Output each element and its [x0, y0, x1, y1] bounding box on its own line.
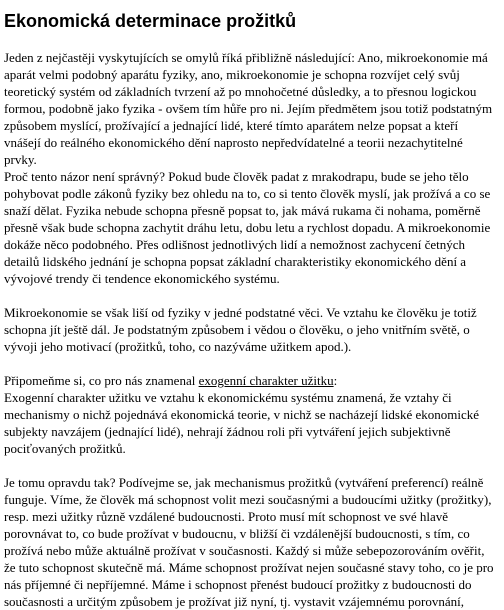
- exogenous-utility-link[interactable]: exogenní charakter užitku: [198, 373, 334, 388]
- document: [4, 0, 498, 610]
- paragraph-6: Je tomu opravdu tak? Podívejme se, jak mechanismus prožitků (vytváření preferencí) reálně funguje. Víme, že člověk má schopnost volit mezi současnými a budoucími užitky (prožitky), resp. mezi užitky různě vzdálené budoucnosti. Proto musí mít schopnost ve své hlavě porovnávat to, co bude prožívat v budoucnu, v bližší či vzdálenější budoucnosti, s tím, co prožívá nebo může aktuálně prožívat v současnosti. Každý si může sebepozorováním ověřit, že tuto schopnost skutečně má. Máme schopnost prožívat nejen současné stavy toho, co je pro nás příjemné či nepříjemné. Máme i schopnost přenést budoucí prožitky z budoucnosti do současnosti a určitým způsobem je prožívat již nyní, tj. vystavit vzájemnému porovnání,: [4, 475, 494, 609]
- paragraph-1: Jeden z nejčastěji vyskytujících se omylů říká přibližně následující: Ano, mikroekonomie má aparát velmi podobný aparátu fyziky, ano, mikroekonomie je schopna rozvíjet celý svůj teoretický systém od základních tvrzení až po mnohočetné důsledky, a to přesnou logickou formou, podobně jako fyzika - ovšem tím hůře pro ni. Jejím předmětem jsou totiž podstatným způsobem myslící, prožívající a jednající lidé, které tímto aparátem nelze popsat a kteří vnášejí do reálného ekonomického dění naprosto nepředvídatelné a teorii nezachytitelné prvky.: [4, 50, 493, 167]
- paragraph-3: Mikroekonomie se však liší od fyziky v jedné podstatné věci. Ve vztahu ke člověku je totiž schopna jít ještě dál. Je podstatným způsobem i vědou o člověku, o jeho vnitřním světě, o vývoji jeho motivací (prožitků, toho, co nazýváme užitkem apod.).: [4, 305, 477, 354]
- page-title: Ekonomická determinace prožitků: [4, 11, 297, 31]
- paragraph-spacer: [4, 355, 498, 372]
- paragraph-spacer: [4, 287, 498, 304]
- paragraph-2: Proč tento názor není správný? Pokud bude člověk padat z mrakodrapu, bude se jeho tělo pohybovat podle zákonů fyziky bez ohledu na to, co si tento člověk myslí, jak prožívá a co se snaží dělat. Fyzika nebude schopna přesně popsat to, jak mává rukama či nohama, poměrně přesně však bude schopna zachytit dráhu letu, dobu letu a rychlost dopadu. A mikroekonomie dokáže něco podobného. Přes odlišnost jednotlivých lidí a nemožnost zachycení četných detailů lidského jednání je schopna popsat základní charakteristiky ekonomického dění a vývojové trendy či tendence ekonomického systému.: [4, 169, 491, 286]
- paragraph-5: Exogenní charakter užitku ve vztahu k ekonomickému systému znamená, že vztahy či mechanismy o nichž pojednává ekonomická teorie, v nichž se nacházejí lidské ekonomické subjekty navzájem (jednající lidé), nehrají žádnou roli při vytváření jejich subjektivně pociťovaných prožitků.: [4, 390, 480, 456]
- paragraph-4-prefix: Připomeňme si, co pro nás znamenal: [4, 373, 199, 388]
- paragraph-4-suffix: :: [333, 373, 338, 388]
- paragraph-spacer: [4, 457, 498, 474]
- paragraph-4: [4, 372, 498, 389]
